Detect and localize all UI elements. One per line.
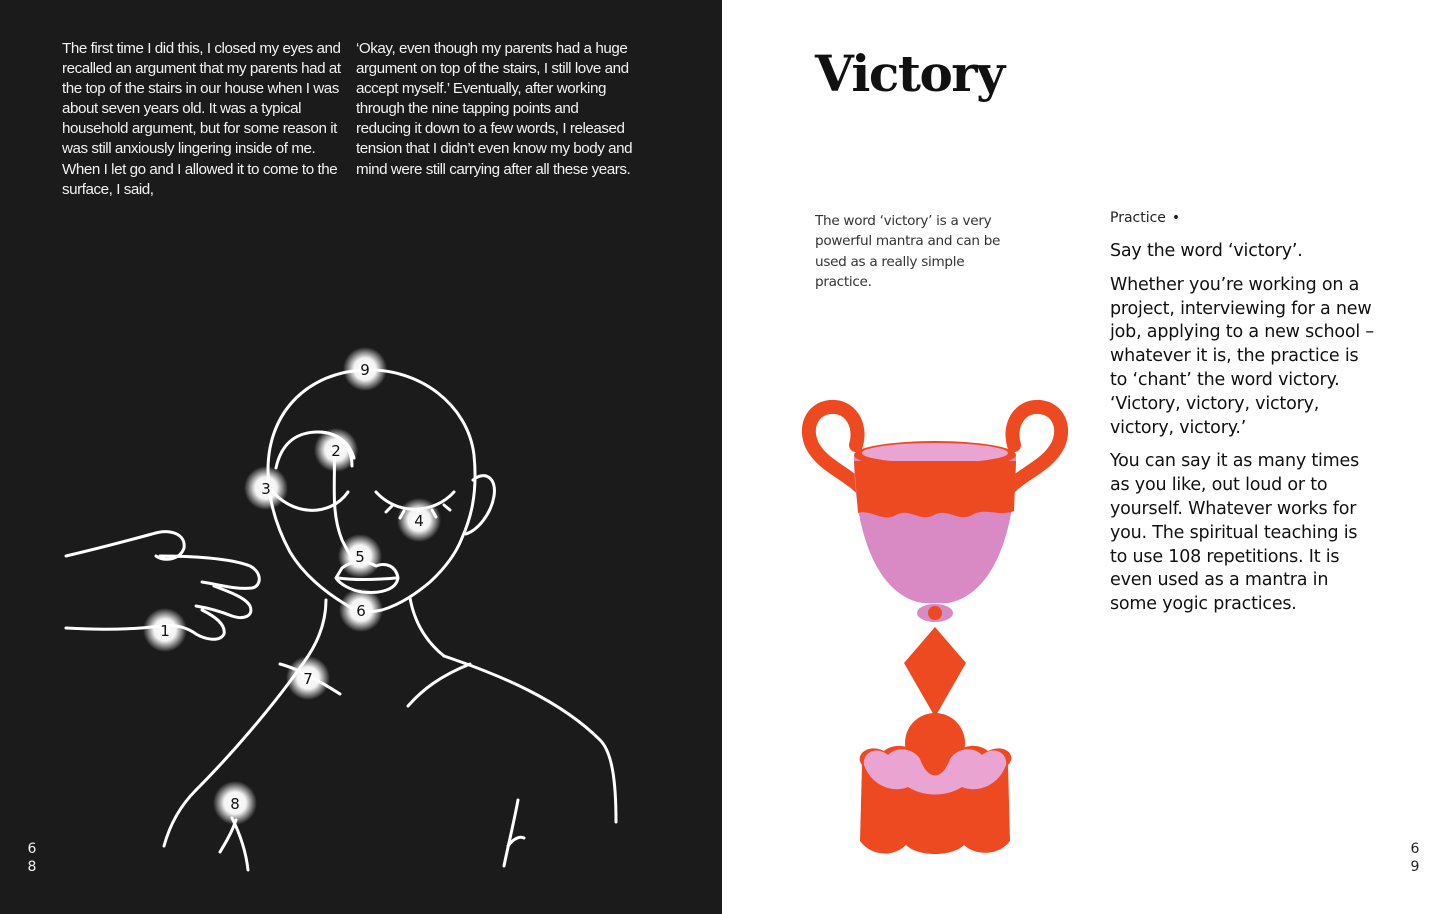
trophy-diamond xyxy=(904,627,966,717)
ear xyxy=(466,476,494,534)
page-title: Victory xyxy=(815,44,1004,103)
tapping-point-1: 1 xyxy=(160,622,170,640)
trophy-illustration xyxy=(802,395,1072,865)
left-page xyxy=(0,0,722,914)
practice-label xyxy=(1110,210,1180,226)
tapping-points-illustration xyxy=(0,0,722,914)
practice-paragraph-3: You can say it as many times as you like, out loud or to yourself. Whatever works for you. The spiritual teaching is to use 108 repetitions. It is even used as a mantra in some yogic practices. xyxy=(1110,451,1360,615)
practice-label-text: Practice xyxy=(1110,210,1166,226)
practice-paragraph-1: Say the word ‘victory’. xyxy=(1110,241,1303,261)
text-column-2: ‘Okay, even though my parents had a huge argument on top of the stairs, I still love and accept myself.’ Eventually, after working through the nine tapping points and reducing it down to a few words, I released tension that I didn’t even know my body and mind were still carrying after all these years. xyxy=(356,40,633,178)
right-page xyxy=(722,0,1445,914)
trophy-handle-left xyxy=(809,407,860,487)
tapping-point-4: 4 xyxy=(414,512,424,530)
tapping-point-7: 7 xyxy=(303,670,313,688)
tapping-point-2: 2 xyxy=(331,442,341,460)
page-number-left: 68 xyxy=(27,841,37,875)
tapping-point-9: 9 xyxy=(360,361,370,379)
text-column-1: The first time I did this, I closed my eyes and recalled an argument that my parents had at the top of the stairs in our house when I was about seven years old. It was a typical household argument, but for some reason it was still anxiously lingering inside of me. When I let go and I allowed it to come to the surface, I said, xyxy=(62,40,341,198)
intro-text: The word ‘victory’ is a very powerful mantra and can be used as a really simple practice. xyxy=(815,213,1001,290)
tapping-point-5: 5 xyxy=(355,548,365,566)
head-outline xyxy=(268,370,475,612)
tapping-point-glows xyxy=(143,347,441,825)
tapping-point-8: 8 xyxy=(230,795,240,813)
bullet-icon: • xyxy=(1171,210,1181,226)
tapping-point-6: 6 xyxy=(356,602,366,620)
page-number-right: 69 xyxy=(1410,841,1420,875)
trophy-handle-right xyxy=(1010,407,1061,487)
tapping-point-3: 3 xyxy=(261,480,271,498)
practice-paragraph-2: Whether you’re working on a project, interviewing for a new job, applying to a new school – whatever it is, the practice is to ‘chant’ the word victory. ‘Victory, victory, victory, victory, victory.’ xyxy=(1110,274,1374,438)
practice-text xyxy=(1110,240,1375,627)
